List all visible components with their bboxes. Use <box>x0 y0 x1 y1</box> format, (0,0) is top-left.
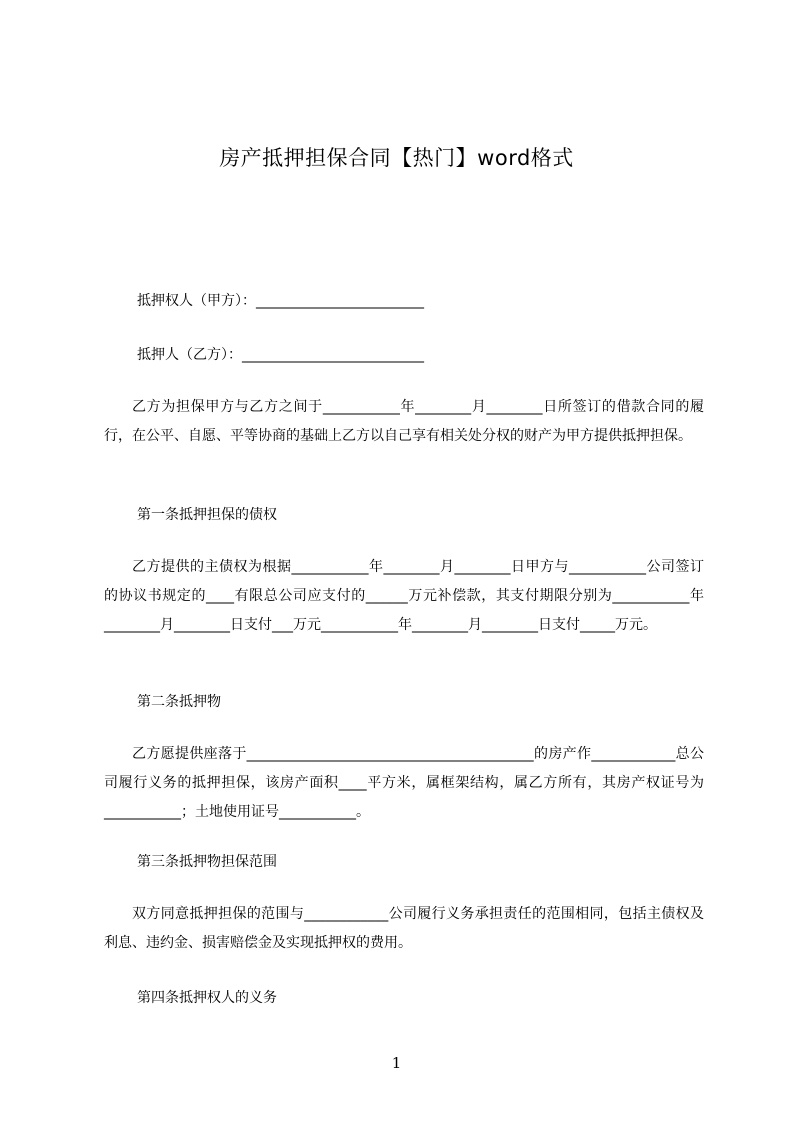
article-4-heading: 第四条抵押权人的义务 <box>137 990 277 1006</box>
article-1-heading: 第一条抵押担保的债权 <box>137 507 277 523</box>
party-a-line: 抵押权人（甲方）：________________________ <box>137 293 424 309</box>
article-3-paragraph: 双方同意抵押担保的范围与____________公司履行义务承担责任的范围相同，包括主债权及利息、违约金、损害赔偿金及实现抵押权的费用。 <box>104 906 704 951</box>
preamble-paragraph: 乙方为担保甲方与乙方之间于___________年________月________日所签订的借款合同的履行，在公平、自愿、平等协商的基础上乙方以自己享有相关处分权的财产为甲方提供抵押担保。 <box>104 399 704 444</box>
article-2-paragraph: 乙方愿提供座落于_________________________________________的房产作____________总公司履行义务的抵押担保，该房产面积____平方米，属框架结构，属乙方所有，其房产权证号为___________；土地使用证号___________。 <box>104 746 704 820</box>
article-2-heading: 第二条抵押物 <box>137 694 221 710</box>
party-b-line: 抵押人（乙方）：__________________________ <box>137 347 424 363</box>
page-title: 房产抵押担保合同【热门】word格式 <box>219 146 574 170</box>
article-3-heading: 第三条抵押物担保范围 <box>137 854 277 870</box>
page-number: 1 <box>391 1054 402 1072</box>
article-1-paragraph: 乙方提供的主债权为根据___________年________月________日甲方与___________公司签订的协议书规定的____有限总公司应支付的______万元补偿款，其支付期限分别为___________年________月________日支付___万元___________年________月________日支付_____万元。 <box>104 559 704 633</box>
